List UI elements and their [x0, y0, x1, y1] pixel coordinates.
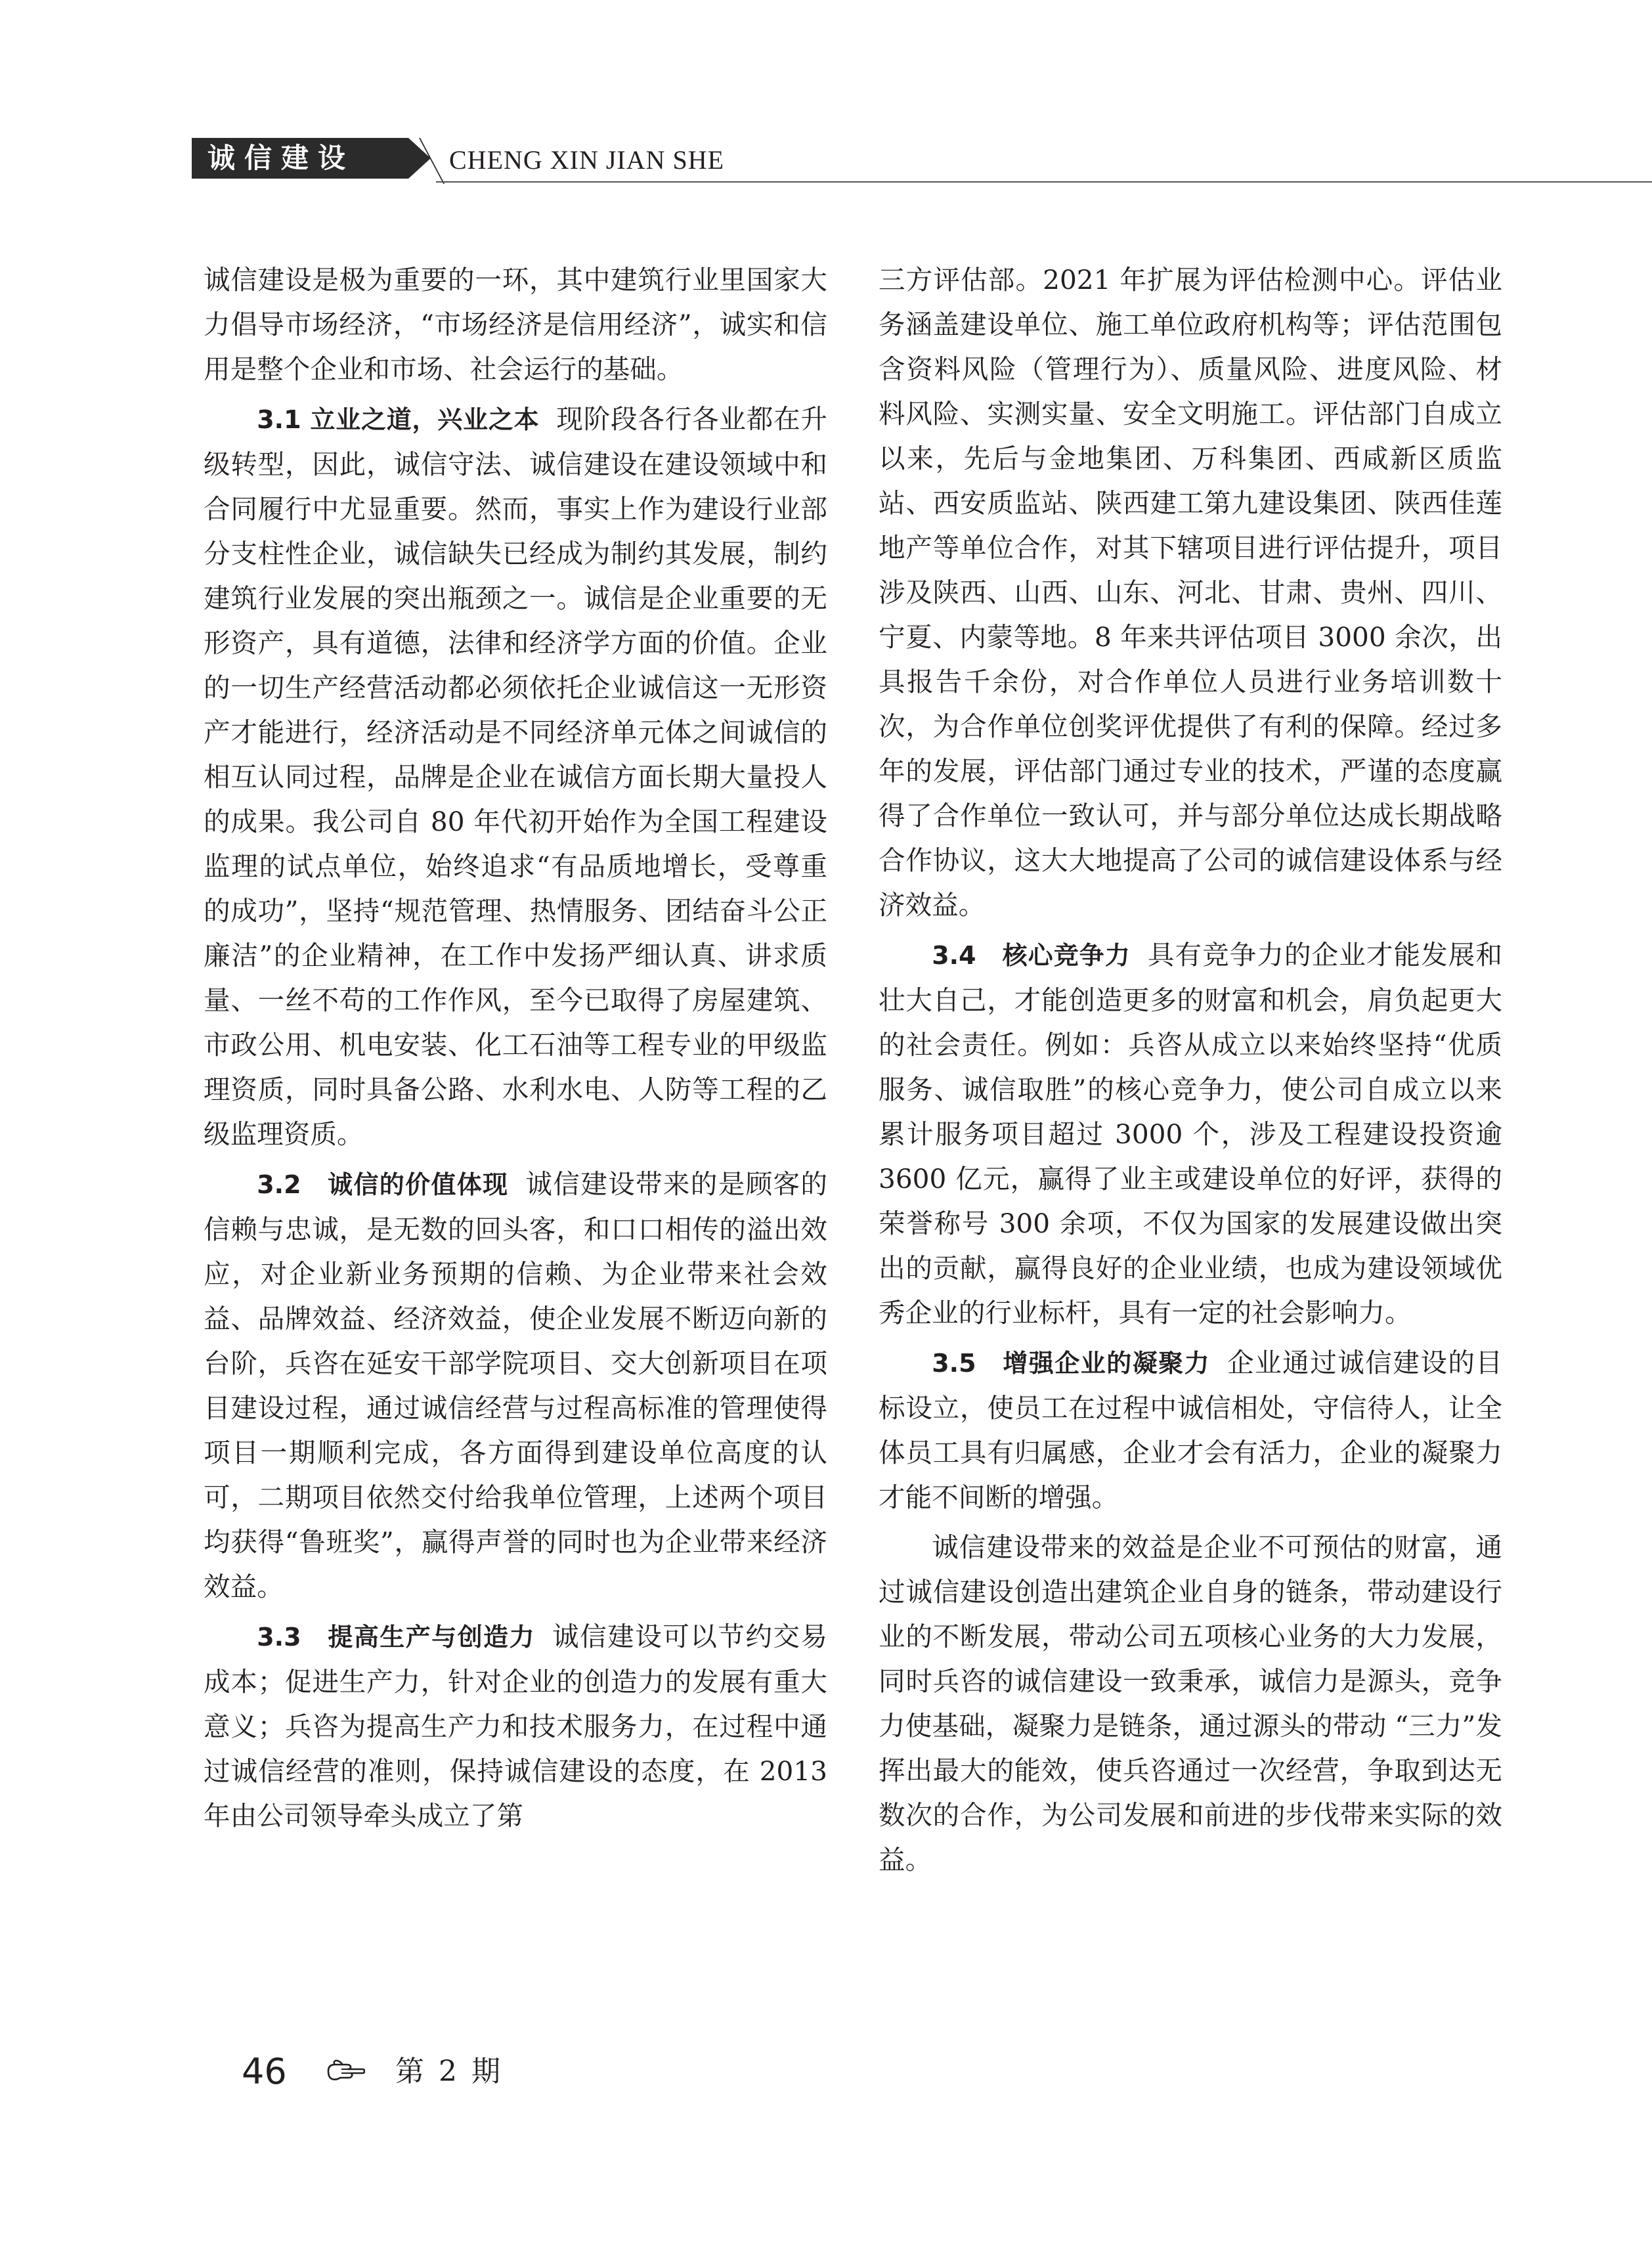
section-heading: 3.4 核心竞争力	[932, 941, 1131, 970]
section-3-4	[879, 932, 1502, 1335]
section-text: 诚信建设可以节约交易成本；促进生产力，针对企业的创造力的发展有重大意义；兵咨为提高生产力和技术服务力，在过程中通过诚信经营的准则，保持诚信建设的态度，在 2013 年由公司领导牵头成立了第	[204, 1621, 827, 1831]
paragraph-text: 三方评估部。2021 年扩展为评估检测中心。评估业务涵盖建设单位、施工单位政府机构等；评估范围包含资料风险（管理行为）、质量风险、进度风险、材料风险、实测实量、安全文明施工。评估部门自成立以来，先后与金地集团、万科集团、西咸新区质监站、西安质监站、陕西建工第九建设集团、陕西佳莲地产等单位合作，对其下辖项目进行评估提升，项目涉及陕西、山西、山东、河北、甘肃、贵州、四川、宁夏、内蒙等地。8 年来共评估项目 3000 余次，出具报告千余份，对合作单位人员进行业务培训数十次，为合作单位创奖评优提供了有利的保障。经过多年的发展，评估部门通过专业的技术，严谨的态度赢得了合作单位一致认可，并与部分单位达成长期战略合作协议，这大大地提高了公司的诚信建设体系与经济效益。	[879, 264, 1502, 921]
section-heading: 3.1 立业之道，兴业之本	[257, 405, 540, 434]
section-3-3	[204, 1614, 827, 1838]
issue-label: 第 2 期	[395, 2055, 503, 2088]
section-heading: 3.2 诚信的价值体现	[257, 1170, 509, 1199]
header-wedge-decoration	[408, 138, 431, 179]
paragraph	[879, 257, 1502, 927]
paragraph-text: 诚信建设带来的效益是企业不可预估的财富，通过诚信建设创造出建筑企业自身的链条，带动建设行业的不断发展，带动公司五项核心业务的大力发展，同时兵咨的诚信建设一致秉承，诚信力是源头，竞争力使基础，凝聚力是链条，通过源头的带动 “三力”发挥出最大的能效，使兵咨通过一次经营，争取到达无数次的合作，为公司发展和前进的步伐带来实际的效益。	[879, 1531, 1502, 1875]
page-number: 46	[242, 2051, 287, 2092]
pointing-hand-icon	[327, 2058, 365, 2084]
paragraph	[204, 257, 827, 391]
section-heading: 3.5 增强企业的凝聚力	[932, 1349, 1211, 1378]
section-text: 诚信建设带来的是顾客的信赖与忠诚，是无数的回头客，和口口相传的溢出效应，对企业新业务预期的信赖、为企业带来社会效益、品牌效益、经济效益，使企业发展不断迈向新的台阶，兵咨在延安干部学院项目、交大创新项目在项目建设过程，通过诚信经营与过程高标准的管理使得项目一期顺利完成，各方面得到建设单位高度的认可，二期项目依然交付给我单位管理，上述两个项目均获得“鲁班奖”，赢得声誉的同时也为企业带来经济效益。	[204, 1168, 827, 1602]
section-3-5	[879, 1340, 1502, 1520]
running-header	[192, 138, 1492, 185]
section-heading: 3.3 提高生产与创造力	[257, 1623, 536, 1652]
paragraph	[879, 1525, 1502, 1882]
section-text: 现阶段各行各业都在升级转型，因此，诚信守法、诚信建设在建设领域中和合同履行中尤显重要。然而，事实上作为建设行业部分支柱性企业，诚信缺失已经成为制约其发展，制约建筑行业发展的突出瓶颈之一。诚信是企业重要的无形资产，具有道德，法律和经济学方面的价值。企业的一切生产经营活动都必须依托企业诚信这一无形资产才能进行，经济活动是不同经济单元体之间诚信的相互认同过程，品牌是企业在诚信方面长期大量投人的成果。我公司自 80 年代初开始作为全国工程建设监理的试点单位，始终追求“有品质地增长，受尊重的成功”，坚持“规范管理、热情服务、团结奋斗公正廉洁”的企业精神，在工作中发扬严细认真、讲求质量、一丝不苟的工作作风，至今已取得了房屋建筑、市政公用、机电安装、化工石油等工程专业的甲级监理资质，同时具备公路、水利水电、人防等工程的乙级监理资质。	[204, 403, 828, 1150]
section-subtitle: CHENG XIN JIAN SHE	[449, 145, 725, 175]
section-3-2	[204, 1162, 827, 1609]
section-text: 具有竞争力的企业才能发展和壮大自己，才能创造更多的财富和机会，肩负起更大的社会责任。例如：兵咨从成立以来始终坚持“优质服务、诚信取胜”的核心竞争力，使公司自成立以来累计服务项目超过 3000 个，涉及工程建设投资逾 3600 亿元，赢得了业主或建设单位的好评，获得的荣誉称号 300 余项，不仅为国家的发展建设做出突出的贡献，赢得良好的企业业绩，也成为建设领域优秀企业的行业标杆，具有一定的社会影响力。	[879, 939, 1503, 1328]
section-3-1	[204, 397, 827, 1156]
section-text: 企业通过诚信建设的目标设立，使员工在过程中诚信相处，守信待人，让全体员工具有归属感，企业才会有活力，企业的凝聚力才能不间断的增强。	[879, 1347, 1502, 1513]
paragraph-text: 诚信建设是极为重要的一环，其中建筑行业里国家大力倡导市场经济，“市场经济是信用经济”，诚实和信用是整个企业和市场、社会运行的基础。	[204, 264, 827, 385]
section-label: 诚信建设	[192, 138, 408, 179]
left-column	[204, 257, 827, 1838]
header-rule	[436, 181, 1652, 183]
right-column	[879, 257, 1502, 1882]
